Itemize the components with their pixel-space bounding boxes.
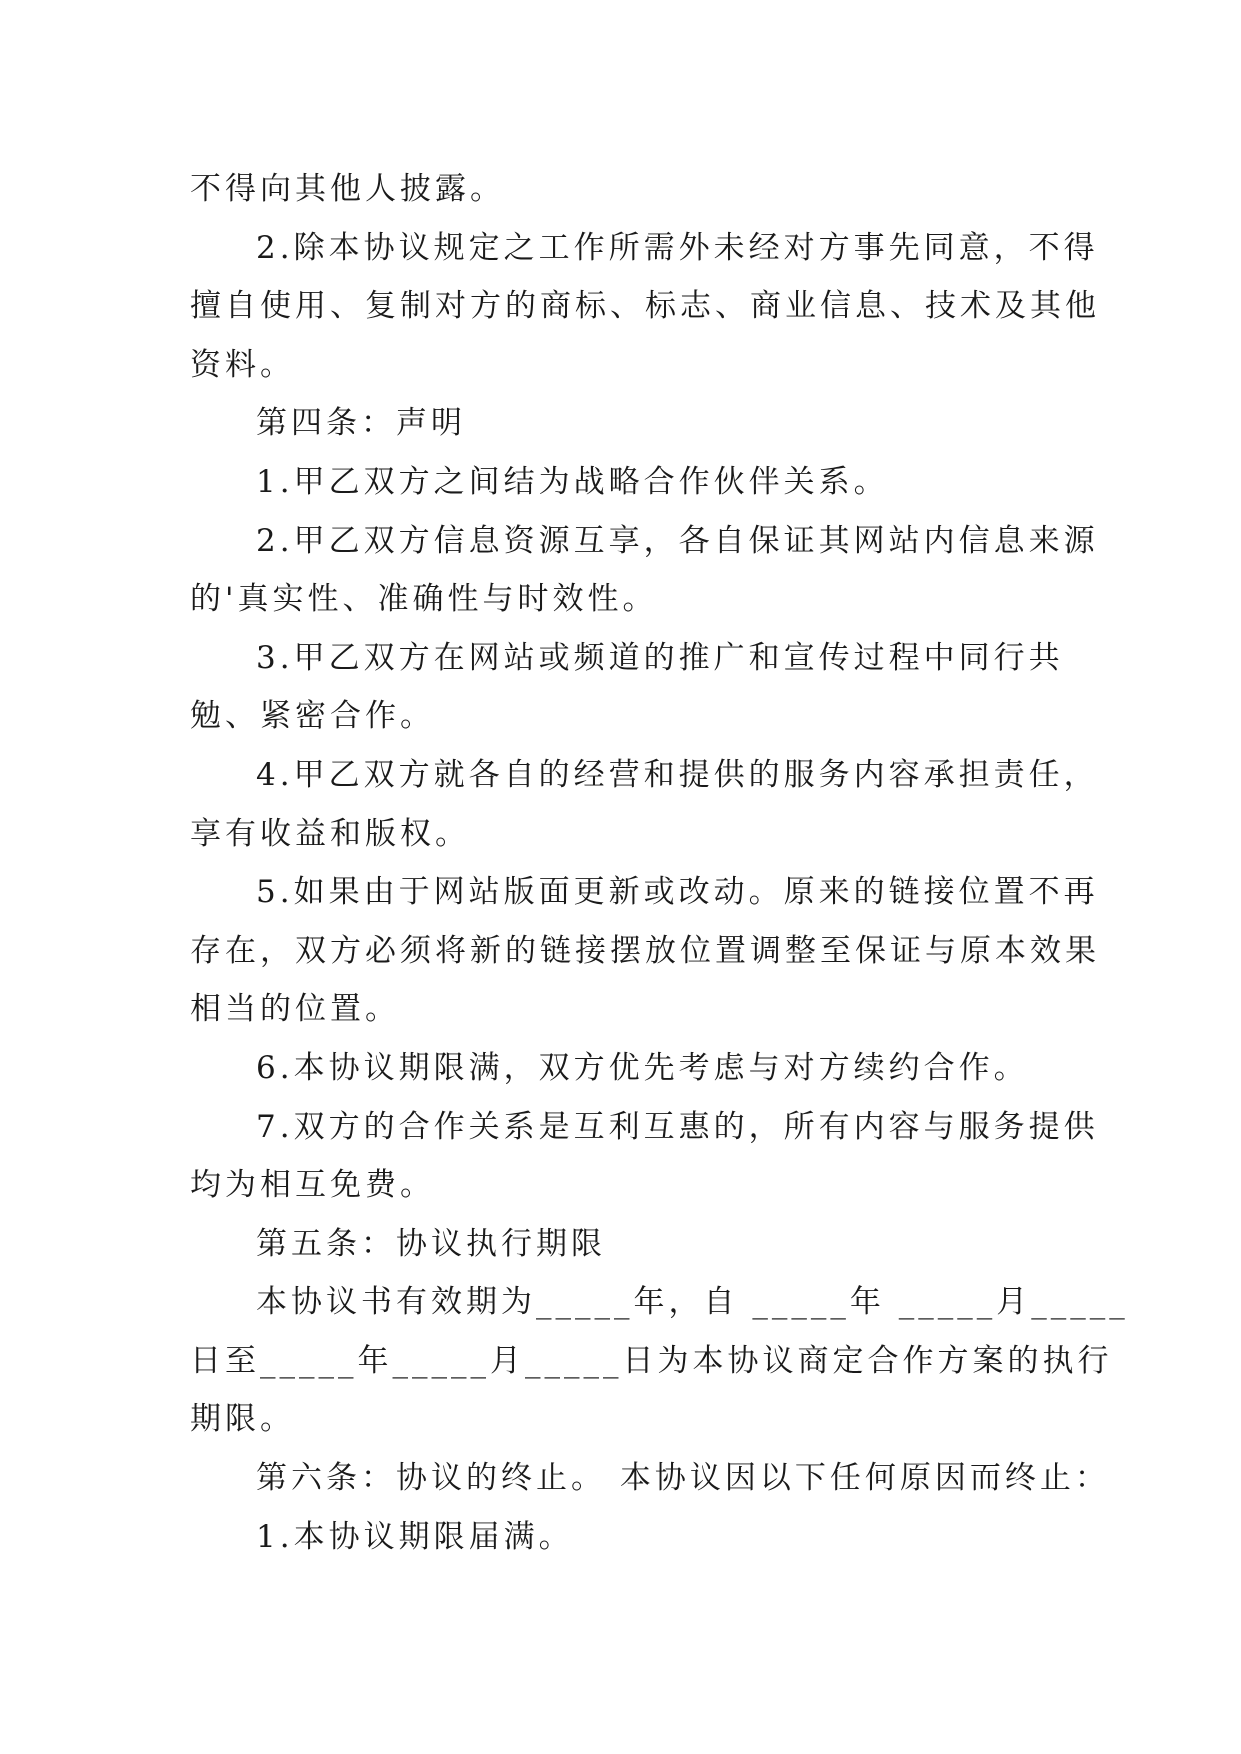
text-line: 享有收益和版权。	[190, 815, 470, 852]
text-line: 的'真实性、准确性与时效性。	[190, 581, 658, 618]
section-heading: 第六条：协议的终止。 本协议因以下任何原因而终止：	[256, 1460, 1110, 1497]
text-line: 7.双方的合作关系是互利互惠的，所有内容与服务提供	[256, 1108, 1099, 1145]
section-heading: 第四条：声明	[256, 405, 466, 442]
text-line: 均为相互免费。	[190, 1167, 435, 1204]
text-line: 资料。	[190, 346, 295, 383]
text-line: 期限。	[190, 1401, 295, 1438]
text-line: 本协议书有效期为_____年，自 _____年 _____月_____	[256, 1284, 1129, 1321]
section-heading: 第五条：协议执行期限	[256, 1225, 606, 1262]
text-line: 勉、紧密合作。	[190, 698, 435, 735]
text-line: 5.如果由于网站版面更新或改动。原来的链接位置不再	[256, 874, 1099, 911]
text-line: 存在，双方必须将新的链接摆放位置调整至保证与原本效果	[190, 932, 1100, 969]
text-line: 4.甲乙双方就各自的经营和提供的服务内容承担责任，	[256, 756, 1099, 793]
document-page	[190, 160, 1129, 1566]
text-line: 相当的位置。	[190, 991, 400, 1028]
text-line: 2.甲乙双方信息资源互享，各自保证其网站内信息来源	[256, 522, 1099, 559]
text-line: 不得向其他人披露。	[190, 171, 505, 207]
text-line: 1.甲乙双方之间结为战略合作伙伴关系。	[256, 463, 889, 500]
text-line: 6.本协议期限满，双方优先考虑与对方续约合作。	[256, 1049, 1029, 1086]
text-line: 擅自使用、复制对方的商标、标志、商业信息、技术及其他	[190, 288, 1100, 325]
text-line: 1.本协议期限届满。	[256, 1518, 574, 1555]
text-line: 2.除本协议规定之工作所需外未经对方事先同意，不得	[256, 229, 1099, 266]
text-line: 日至_____年_____月_____日为本协议商定合作方案的执行	[190, 1342, 1113, 1379]
text-line: 3.甲乙双方在网站或频道的推广和宣传过程中同行共	[256, 639, 1064, 676]
